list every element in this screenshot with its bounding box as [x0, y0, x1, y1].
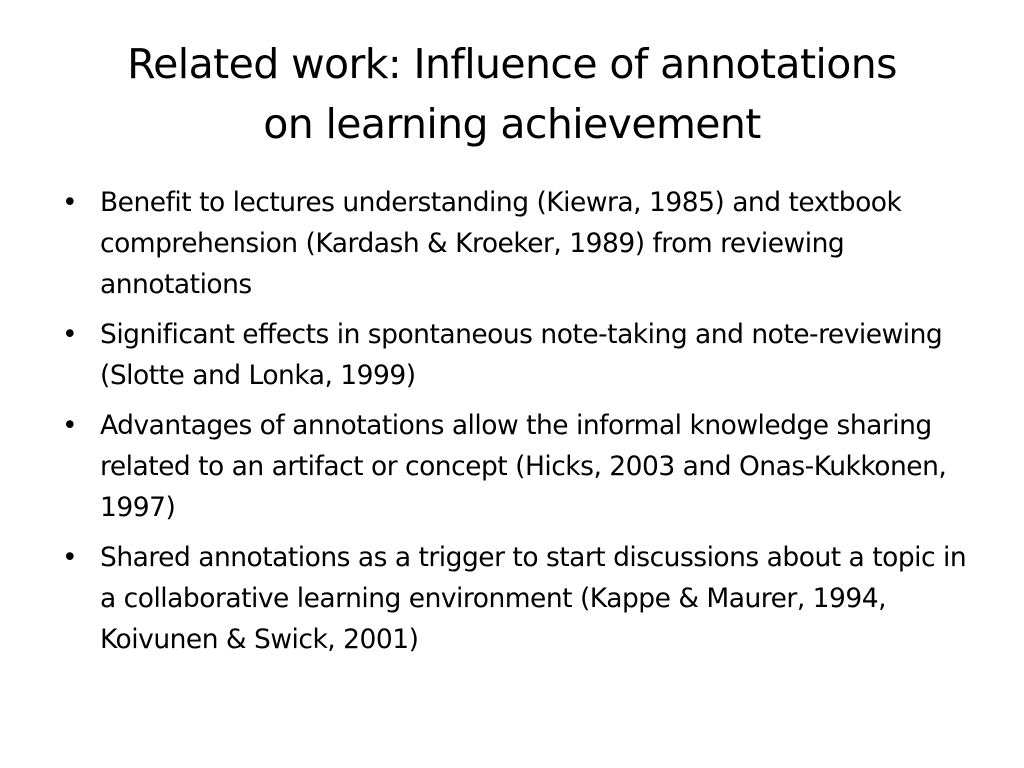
bullet-icon: • — [62, 319, 78, 350]
slide-title-line-2: on learning achievement — [263, 100, 761, 148]
bullet-icon: • — [62, 187, 78, 218]
bullet-icon: • — [62, 410, 78, 441]
bullet-text: Advantages of annotations allow the informal knowledge sharing related to an artifact or concept (Hicks, 2003 and Onas-Kukkonen, 1997) — [100, 410, 947, 523]
slide-title — [40, 34, 984, 154]
bullet-item — [62, 314, 982, 396]
bullet-item — [62, 405, 982, 528]
bullet-icon: • — [62, 542, 78, 573]
bullet-text: Shared annotations as a trigger to start discussions about a topic in a collaborative learning environment (Kappe & Maurer, 1994, Koivunen & Swick, 2001) — [100, 542, 967, 655]
bullet-list — [62, 182, 982, 669]
slide-title-line-1: Related work: Influence of annotations — [127, 40, 897, 88]
bullet-item — [62, 537, 982, 660]
bullet-item — [62, 182, 982, 305]
bullet-text: Benefit to lectures understanding (Kiewra, 1985) and textbook comprehension (Kardash & Kroeker, 1989) from reviewing annotations — [100, 187, 902, 300]
bullet-text: Significant effects in spontaneous note-taking and note-reviewing (Slotte and Lonka, 1999) — [100, 319, 943, 391]
